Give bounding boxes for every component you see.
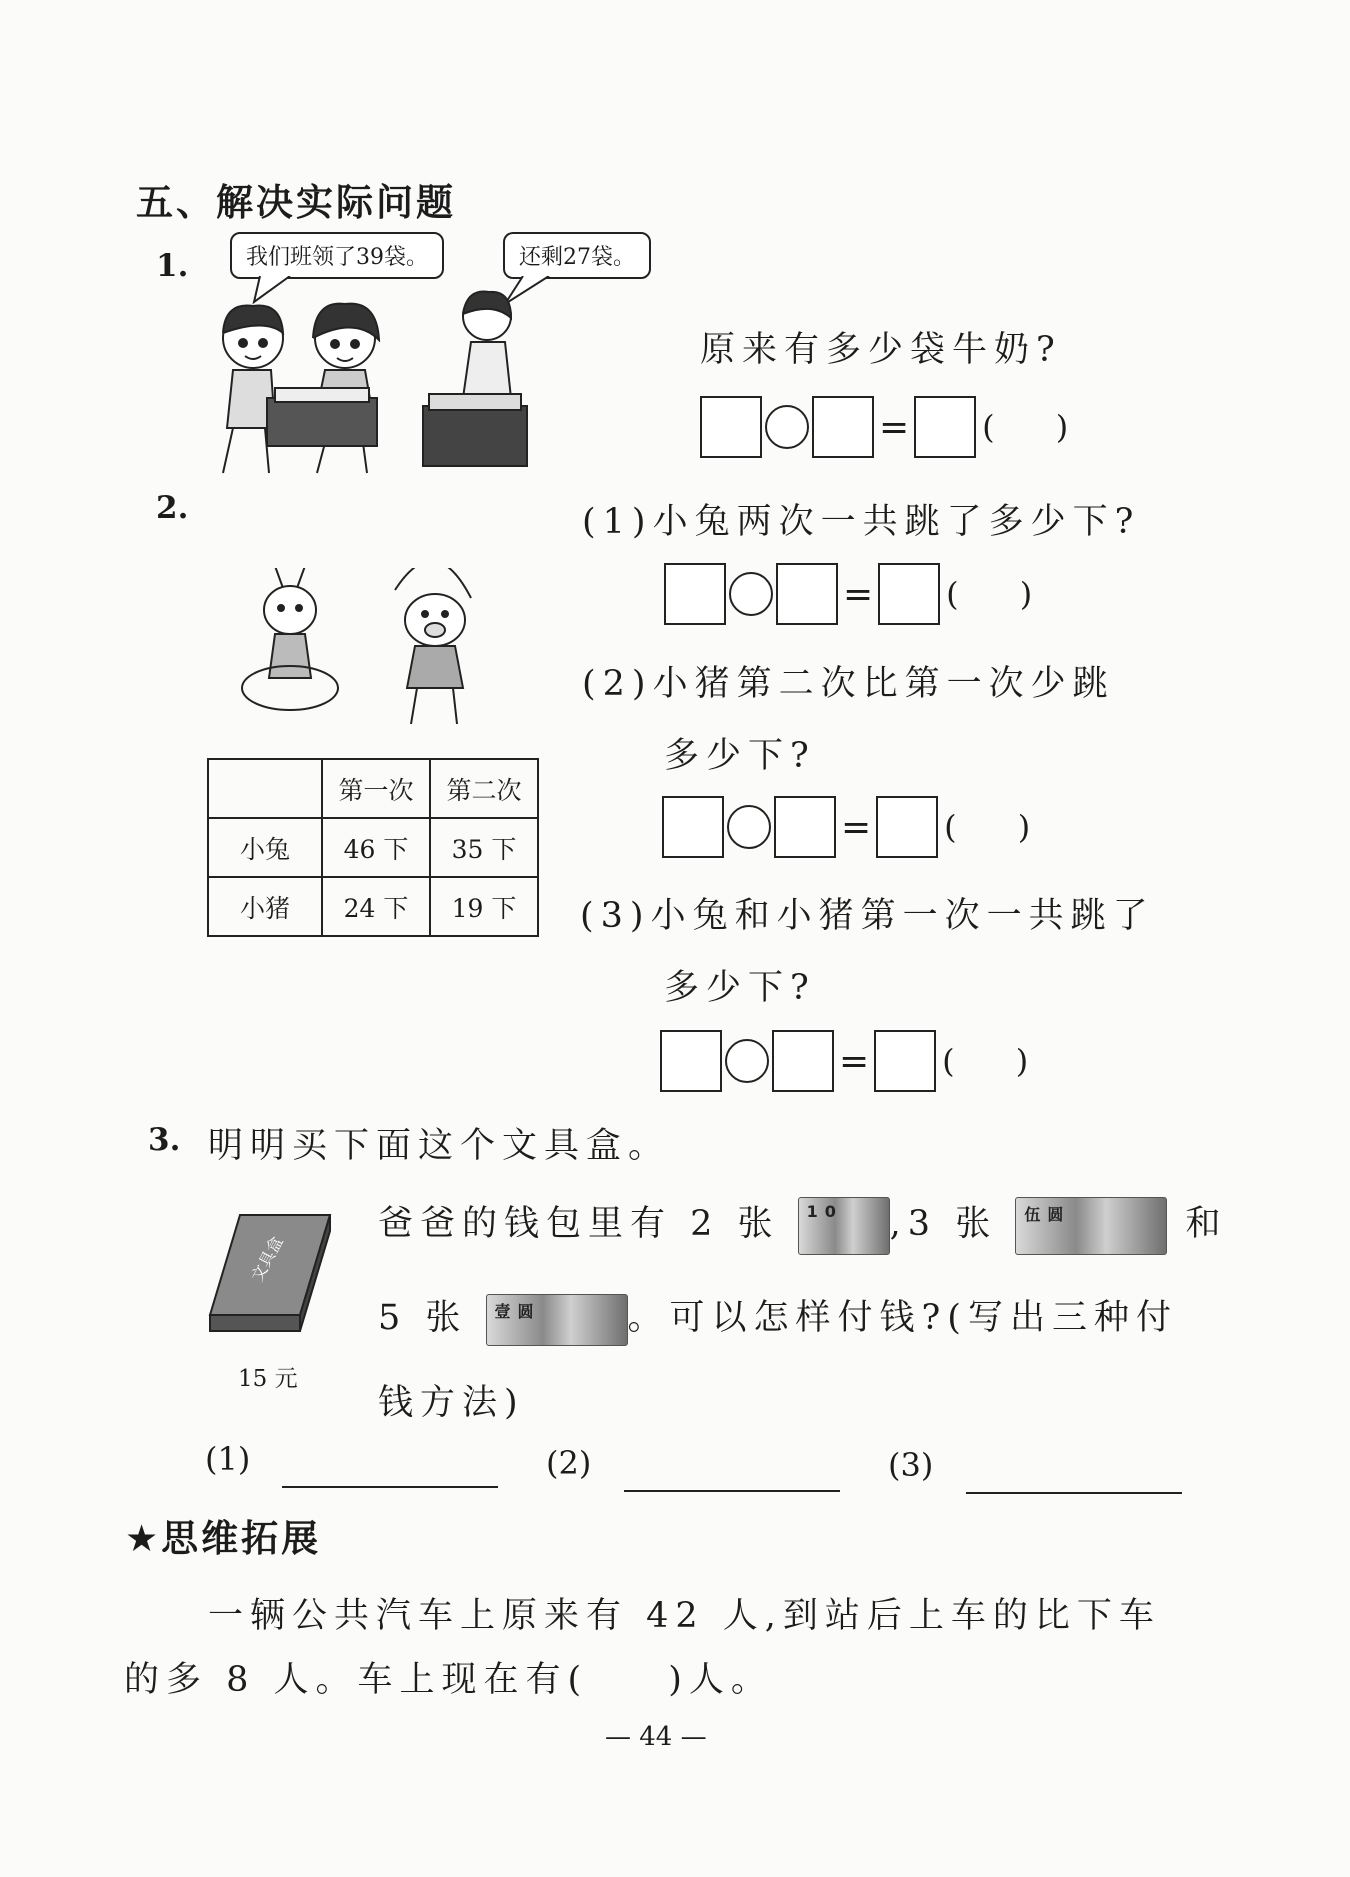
- rabbit-pig-jumping-illustration: [235, 568, 495, 728]
- question-2-number: 2.: [156, 490, 189, 526]
- ten-yuan-note-label: 10: [806, 1201, 843, 1221]
- equation-q2-1: [664, 563, 1032, 625]
- extension-line2-a: 的多 8 人。车上现在有(: [124, 1660, 589, 1700]
- extension-line2: [124, 1652, 773, 1702]
- speech-bubble-left-text: 我们班领了39袋。: [230, 232, 444, 279]
- answer-box[interactable]: [876, 796, 938, 858]
- table-row: [208, 818, 538, 877]
- table-row: [208, 877, 538, 936]
- answer-box[interactable]: [772, 1030, 834, 1092]
- question-3-number: 3.: [148, 1122, 181, 1158]
- table-cell: 24 下: [322, 877, 430, 936]
- answer-blank-2[interactable]: [624, 1488, 840, 1492]
- answer-label-3: (3): [888, 1446, 934, 1484]
- question-2-sub3-line2: 多少下?: [664, 968, 816, 1008]
- answer-box[interactable]: [660, 1030, 722, 1092]
- answer-box[interactable]: [874, 1030, 936, 1092]
- unit-paren[interactable]: ( ): [946, 575, 1033, 613]
- operator-circle[interactable]: [727, 805, 771, 849]
- jump-count-table: [207, 758, 539, 937]
- pencil-case-label: 文具盒: [247, 1233, 287, 1285]
- five-yuan-note-icon: [1015, 1197, 1167, 1255]
- equals-sign: =: [841, 806, 872, 848]
- equals-sign: =: [879, 406, 910, 448]
- question-3-line2-b: 。可以怎样付钱?(写出三种付: [627, 1298, 1178, 1338]
- answer-box[interactable]: [662, 796, 724, 858]
- equation-q1: [700, 396, 1068, 458]
- section-title: 五、解决实际问题: [136, 181, 456, 224]
- question-2-sub1: (1)小兔两次一共跳了多少下?: [582, 502, 1141, 542]
- question-3-line1-a: 爸爸的钱包里有 2 张: [378, 1204, 780, 1244]
- extension-title: ★思维拓展: [125, 1517, 322, 1560]
- speech-bubble-left: [230, 232, 444, 279]
- question-3-line3: 钱方法): [378, 1383, 525, 1423]
- five-yuan-note-label: 伍圆: [1024, 1204, 1071, 1224]
- table-cell: 19 下: [430, 877, 538, 936]
- table-row: [208, 759, 538, 818]
- answer-box[interactable]: [664, 563, 726, 625]
- answer-box[interactable]: [914, 396, 976, 458]
- unit-paren[interactable]: ( ): [944, 808, 1031, 846]
- operator-circle[interactable]: [725, 1039, 769, 1083]
- answer-box[interactable]: [878, 563, 940, 625]
- answer-label-1: (1): [205, 1440, 251, 1478]
- one-yuan-note-label: 壹圆: [494, 1301, 541, 1321]
- question-1-text: 原来有多少袋牛奶?: [700, 330, 1062, 370]
- answer-label-2: (2): [546, 1444, 592, 1482]
- speech-bubble-right-text: 还剩27袋。: [503, 232, 651, 279]
- equation-q2-3: [660, 1030, 1028, 1092]
- question-3-line2: [378, 1290, 1178, 1346]
- page-number: — 44 —: [605, 1722, 707, 1752]
- table-header-cell: 第一次: [322, 759, 430, 818]
- question-3-line1: [378, 1196, 1228, 1255]
- table-cell: 46 下: [322, 818, 430, 877]
- question-1-number: 1.: [156, 248, 189, 284]
- equals-sign: =: [839, 1040, 870, 1082]
- pencil-case-price: 15 元: [238, 1366, 298, 1392]
- table-cell: 小兔: [208, 818, 322, 877]
- answer-blank-3[interactable]: [966, 1490, 1182, 1494]
- answer-box[interactable]: [812, 396, 874, 458]
- answer-box[interactable]: [776, 563, 838, 625]
- equals-sign: =: [843, 573, 874, 615]
- answer-blank-1[interactable]: [282, 1484, 498, 1488]
- unit-paren[interactable]: ( ): [942, 1042, 1029, 1080]
- answer-box[interactable]: [700, 396, 762, 458]
- table-header-cell: 第二次: [430, 759, 538, 818]
- one-yuan-note-icon: [486, 1294, 628, 1346]
- question-2-sub2-line2: 多少下?: [664, 736, 816, 776]
- question-3-line1-b: ,3 张: [889, 1204, 998, 1244]
- extension-line1: 一辆公共汽车上原来有 42 人,到站后上车的比下车: [208, 1596, 1161, 1636]
- pencil-case-icon: [200, 1205, 340, 1335]
- extension-line2-b: )人。: [668, 1660, 773, 1700]
- ten-yuan-note-icon: [798, 1197, 890, 1255]
- operator-circle[interactable]: [729, 572, 773, 616]
- table-header-cell: [208, 759, 322, 818]
- children-milk-illustration: [205, 288, 535, 478]
- question-3-intro: 明明买下面这个文具盒。: [208, 1126, 671, 1166]
- unit-paren[interactable]: ( ): [982, 408, 1069, 446]
- speech-bubble-right: [503, 232, 651, 279]
- question-2-sub3-line1: (3)小兔和小猪第一次一共跳了: [580, 896, 1155, 936]
- question-2-sub2-line1: (2)小猪第二次比第一次少跳: [582, 664, 1115, 704]
- operator-circle[interactable]: [765, 405, 809, 449]
- equation-q2-2: [662, 796, 1030, 858]
- table-cell: 小猪: [208, 877, 322, 936]
- table-cell: 35 下: [430, 818, 538, 877]
- question-3-line1-c: 和: [1185, 1204, 1228, 1244]
- answer-box[interactable]: [774, 796, 836, 858]
- question-3-line2-a: 5 张: [378, 1298, 468, 1338]
